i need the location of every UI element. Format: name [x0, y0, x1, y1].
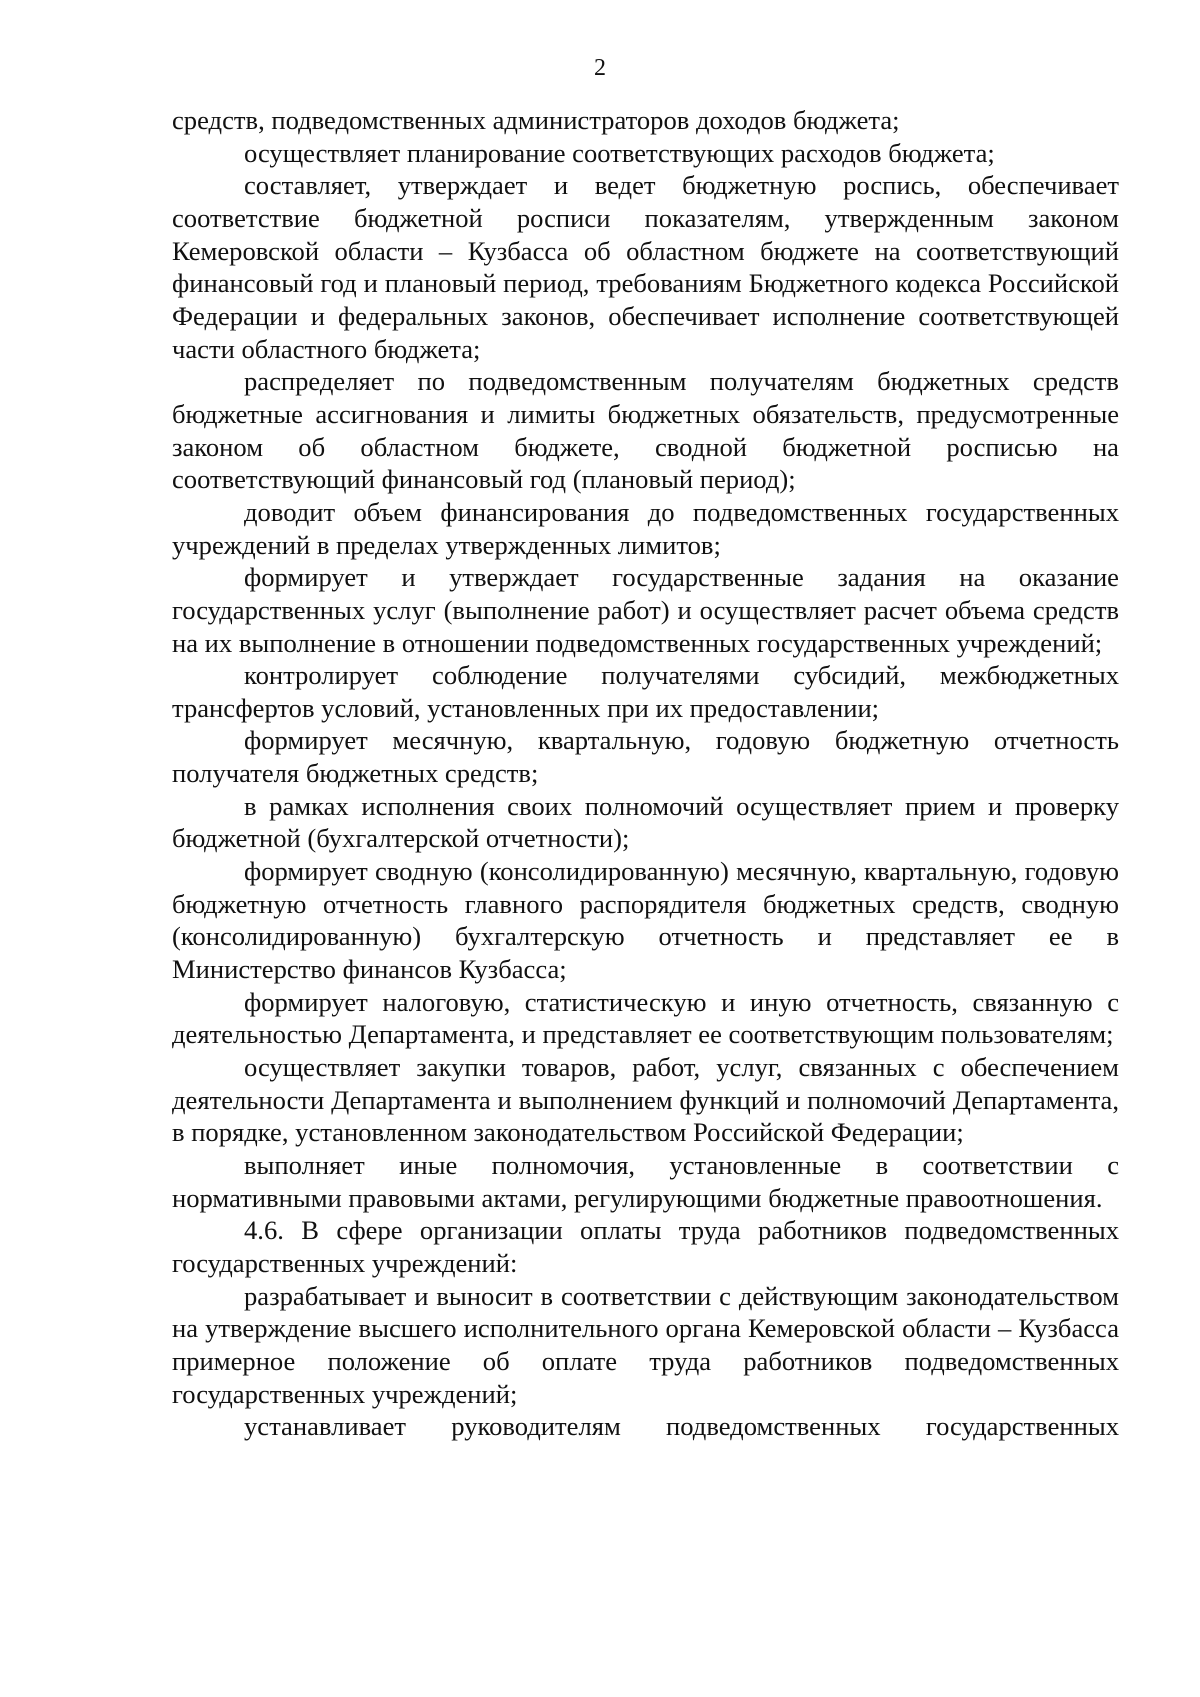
paragraph: осуществляет планирование соответствующих расходов бюджета; — [244, 137, 995, 168]
paragraph: доводит объем финансирования до подведомственных государственных учреждений в пределах утвержденных лимитов; — [172, 496, 1119, 560]
paragraph: в рамках исполнения своих полномочий осуществляет прием и проверку бюджетной (бухгалтерской отчетности); — [172, 790, 1119, 854]
paragraph: выполняет иные полномочия, установленные в соответствии с нормативными правовыми актами, регулирующими бюджетные правоотношения. — [172, 1150, 1119, 1213]
paragraph: формирует месячную, квартальную, годовую бюджетную отчетность получателя бюджетных средств; — [172, 725, 1119, 789]
paragraph: осуществляет закупки товаров, работ, услуг, связанных с обеспечением деятельности Департамента и выполнением функций и полномочий Департамента, в порядке, установленном законодательством Российской Федерации; — [172, 1052, 1119, 1148]
document-body — [172, 104, 1119, 1443]
paragraph: распределяет по подведомственным получателям бюджетных средств бюджетные ассигнования и лимиты бюджетных обязательств, предусмотренные законом об областном бюджете, сводной бюджетной росписью на соответствующий финансовый год (плановый период); — [172, 366, 1119, 495]
paragraph: формирует налоговую, статистическую и иную отчетность, связанную с деятельностью Департамента, и представляет ее соответствующим пользователям; — [172, 986, 1119, 1050]
paragraph: средств, подведомственных администраторов доходов бюджета; — [172, 105, 900, 135]
paragraph: разрабатывает и выносит в соответствии с действующим законодательством на утверждение высшего исполнительного органа Кемеровской области – Кузбасса примерное положение об оплате труда работников подведомственных государственных учреждений; — [172, 1280, 1119, 1409]
paragraph: контролирует соблюдение получателями субсидий, межбюджетных трансфертов условий, установленных при их предоставлении; — [172, 660, 1119, 723]
page-number: 2 — [594, 55, 606, 81]
paragraph: устанавливает руководителям подведомственных государственных — [244, 1411, 1119, 1442]
paragraph: формирует и утверждает государственные задания на оказание государственных услуг (выполнение работ) и осуществляет расчет объема средств на их выполнение в отношении подведомственных государственных учреждений; — [172, 562, 1119, 658]
section-heading-4-6: 4.6. В сфере организации оплаты труда работников подведомственных государственных учреждений: — [172, 1215, 1119, 1278]
paragraph: формирует сводную (консолидированную) месячную, квартальную, годовую бюджетную отчетность главного распорядителя бюджетных средств, сводную (консолидированную) бухгалтерскую отчетность и представляет ее в Министерство финансов Кузбасса; — [172, 856, 1119, 985]
paragraph: составляет, утверждает и ведет бюджетную роспись, обеспечивает соответствие бюджетной росписи показателям, утвержденным законом Кемеровской области – Кузбасса об областном бюджете на соответствующий финансовый год и плановый период, требованиям Бюджетного кодекса Российской Федерации и федеральных законов, обеспечивает исполнение соответствующей части областного бюджета; — [172, 170, 1119, 364]
